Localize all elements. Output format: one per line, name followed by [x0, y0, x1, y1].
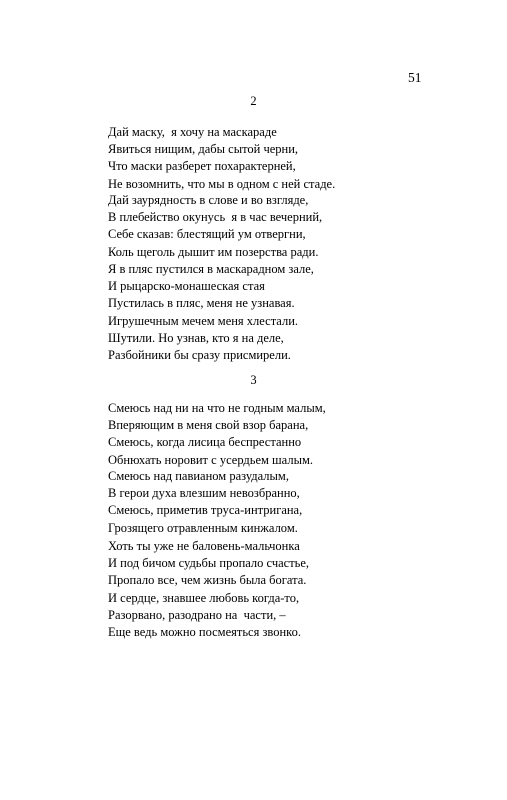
poem-line: Пустилась в пляс, меня не узнавая. [108, 296, 295, 311]
poem-line: Еще ведь можно посмеяться звонко. [108, 625, 301, 640]
poem-line: Коль щеголь дышит им позерства ради. [108, 244, 319, 259]
stanza [108, 261, 488, 313]
page-number: 51 [408, 70, 422, 85]
poem-line: Смеюсь над павианом разудалым, [108, 469, 289, 483]
stanza [108, 192, 488, 261]
stanza [108, 124, 488, 193]
poem-line: Дай заурядность в слове и во взгляде, [108, 193, 309, 207]
poem-line: Смеюсь, приметив труса-интригана, [108, 503, 303, 518]
poem-line: Пропало все, чем жизнь была богата. [108, 573, 307, 588]
stanza [108, 590, 488, 642]
poem-line: Дай маску, я хочу на маскараде [108, 125, 277, 139]
poem-line: Не возомнить, что мы в одном с ней стаде. [108, 176, 336, 191]
poem-line: И рыцарско-монашеская стая [108, 279, 265, 294]
poem-line: Я в пляс пустился в маскарадном зале, [108, 262, 314, 276]
poem-line: Себе сказав: блестящий ум отвергни, [108, 227, 306, 242]
stanza [108, 400, 488, 469]
poem-line: Явиться нищим, дабы сытой черни, [108, 142, 299, 157]
poem-line: В герои духа влезшим невозбранно, [108, 486, 300, 501]
stanza [108, 468, 488, 537]
poem-line: Разорвано, разодрано на части, – [108, 608, 286, 623]
stanza [108, 538, 488, 590]
section-number: 2 [250, 94, 257, 108]
poem-line: Шутили. Но узнав, кто я на деле, [108, 331, 284, 346]
poem-line: Смеюсь над ни на что не годным малым, [108, 401, 326, 415]
poem-line: Что маски разберет похарактерней, [108, 159, 296, 174]
poem-line: Разбойники бы сразу присмирели. [108, 348, 291, 363]
poem-line: Вперяющим в меня свой взор барана, [108, 418, 309, 433]
poem-line: Грозящего отравленным кинжалом. [108, 520, 298, 535]
poem-line: И под бичом судьбы пропало счастье, [108, 556, 310, 571]
section-number: 3 [250, 373, 257, 387]
poem-line: Обнюхать норовит с усердьем шалым. [108, 452, 313, 467]
poem-line: И сердце, знавшее любовь когда-то, [108, 591, 300, 605]
poem-line: Смеюсь, когда лисица беспрестанно [108, 435, 302, 450]
stanza [108, 313, 488, 365]
poem-line: В плебейство окунусь я в час вечерний, [108, 210, 323, 225]
poem-line: Игрушечным мечем меня хлестали. [108, 314, 299, 328]
poem-line: Хоть ты уже не баловень-мальчонка [108, 539, 300, 553]
